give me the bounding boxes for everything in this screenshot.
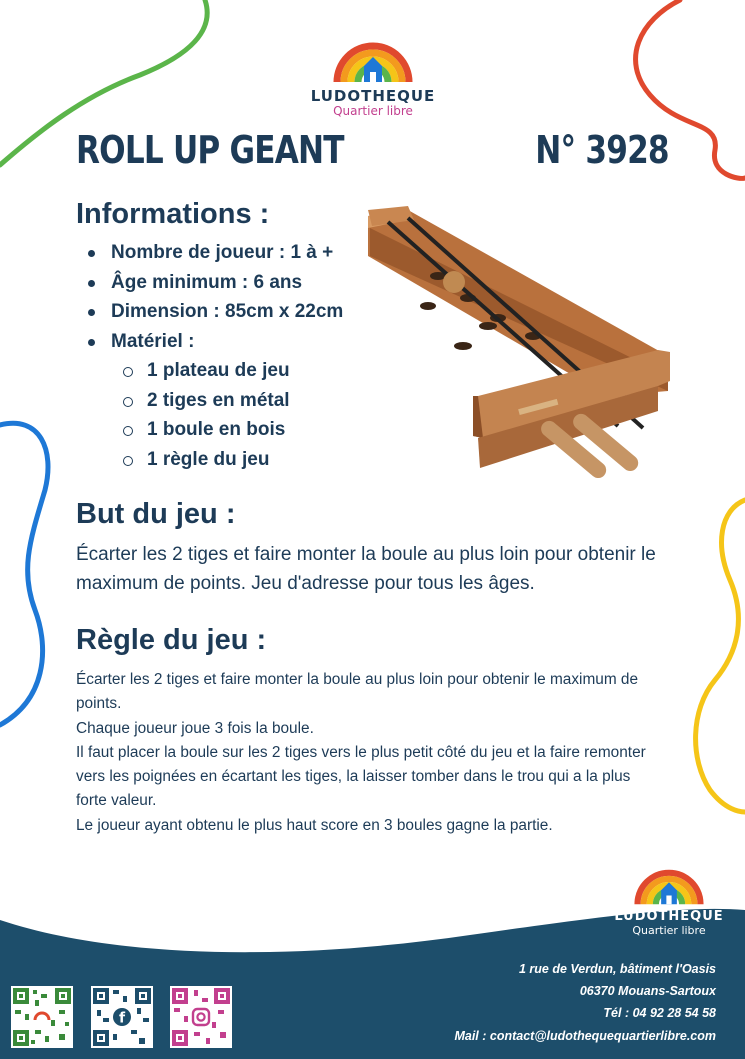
game-title: ROLL UP GEANT — [76, 128, 344, 172]
phone: Tél : 04 92 28 54 58 — [603, 1006, 716, 1021]
footer-logo — [614, 850, 724, 950]
game-photo — [368, 206, 670, 478]
instagram-qr-icon[interactable] — [170, 986, 232, 1048]
but-text: Écarter les 2 tiges et faire monter la boule au plus loin pour obtenir le maximum de points. Jeu d'adresse pour tous les âges. — [76, 544, 656, 594]
materiel-label: Matériel : — [111, 330, 195, 352]
regle-paragraph: Il faut placer la boule sur les 2 tiges vers le plus petit côté du jeu et la faire remonter vers les poignées en écartant les tiges, la laisser tomber dans le trou qui a la plus forte valeur. — [76, 743, 646, 810]
svg-text:f: f — [118, 1010, 126, 1027]
contact-info — [454, 958, 716, 1047]
materiel-list — [123, 356, 343, 474]
list-item: Nombre de joueur : 1 à + — [86, 238, 343, 268]
regle-paragraph: Le joueur ayant obtenu le plus haut score en 3 boules gagne la partie. — [76, 816, 553, 834]
regle-paragraph: Chaque joueur joue 3 fois la boule. — [76, 719, 314, 737]
list-item: 2 tiges en métal — [123, 386, 343, 416]
list-item: 1 boule en bois — [123, 415, 343, 445]
rainbow-house-icon — [634, 850, 704, 906]
facebook-qr-icon[interactable] — [91, 986, 153, 1048]
list-item: 1 règle du jeu — [123, 445, 343, 475]
regle-text — [76, 668, 661, 838]
logo-wordmark: LUDOTHEQUE — [614, 909, 724, 924]
informations-heading: Informations : — [76, 198, 270, 230]
regle-paragraph: Écarter les 2 tiges et faire monter la boule au plus loin pour obtenir le maximum de points. — [76, 671, 639, 713]
website-qr-icon[interactable] — [11, 986, 73, 1048]
address: 1 rue de Verdun, bâtiment l'Oasis — [518, 962, 716, 976]
list-item: Dimension : 85cm x 22cm — [86, 297, 343, 327]
rainbow-house-icon — [333, 20, 413, 84]
but-heading: But du jeu : — [76, 498, 236, 530]
mail-link[interactable]: Mail : contact@ludothequequartierlibre.com — [454, 1028, 716, 1043]
game-number: N° 3928 — [535, 128, 669, 172]
logo-subtitle: Quartier libre — [333, 104, 413, 118]
logo-wordmark: LUDOTHEQUE — [310, 87, 436, 105]
list-item — [86, 327, 343, 475]
list-item: 1 plateau de jeu — [123, 356, 343, 386]
ludotheque-logo — [305, 20, 441, 124]
city: 06370 Mouans-Sartoux — [579, 984, 716, 999]
logo-subtitle: Quartier libre — [632, 924, 706, 937]
regle-heading: Règle du jeu : — [76, 624, 267, 656]
list-item: Âge minimum : 6 ans — [86, 268, 343, 298]
informations-list — [86, 238, 343, 474]
